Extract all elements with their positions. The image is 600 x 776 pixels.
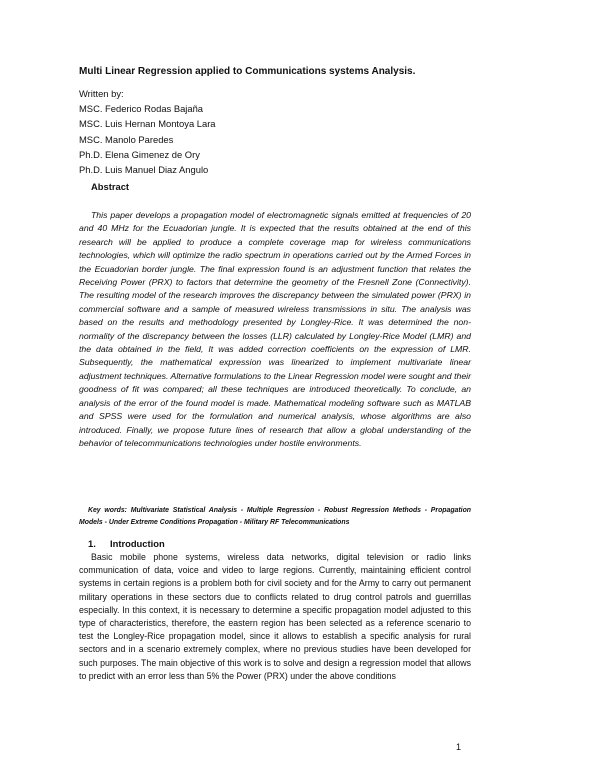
introduction-text: Basic mobile phone systems, wireless data networks, digital television or radio links communication of data, voice and video to large regions. Currently, maintaining efficient control systems in certain regions is a problem both for civil society and for the Army to carry out permanent military operations in these sectors due to conflicts related to drug control patrols and guerrillas especially. In this context, it is necessary to determine a specific propagation model adjusted to this type of characteristics, therefore, the eastern region has been selected as a reference scenario to test the Longley-Rice propagation model, since it allows to establish a specific analysis for rural sectors and in a scenario extremely complex, where no previous studies have been developed for such purposes. The main objective of this work is to solve and design a regression model that allows to predict with an error less than 5% the Power (PRX) under the above conditions (79, 552, 471, 681)
author-block (79, 86, 216, 177)
abstract-heading: Abstract (91, 181, 130, 192)
author-name: MSC. Federico Rodas Bajaña (79, 103, 204, 115)
author-name: MSC. Luis Hernan Montoya Lara (79, 118, 216, 130)
author-name: MSC. Manolo Paredes (79, 133, 174, 145)
author-name: Ph.D. Elena Gimenez de Ory (79, 148, 200, 160)
section-title: Introduction (110, 538, 165, 549)
written-by-label: Written by: (79, 88, 124, 99)
abstract-text: This paper develops a propagation model of electromagnetic signals emitted at frequencies of 20 and 40 MHz for the Ecuadorian jungle. It is expected that the results obtained at the end of this research will be applied to produce a complete coverage map for wireless communications technologies, which will optimize the radio spectrum in operations carried out by the Armed Forces in the Ecuadorian border jungle. The final expression found is an adjustment function that relates the Receiving Power (PRX) to factors that determine the geometry of the Fresnell Zone (Connectivity). The resulting model of the research improves the discrepancy between the simulated power (PRX) in commercial software and a sample of measured wireless transmissions in situ. The analysis was based on the results and methodology presented by Longley-Rice. It was determined the non-normality of the discrepancy between the losses (LLR) calculated by Longley-Rice Model (LMR) and the data obtained in the field, It was added correction coefficients on the expression of LMR. Subsequently, the mathematical expression was linearized to implement multivariate linear adjustment techniques. Alternative formulations to the Linear Regression model were sought and their goodness of fit was compared; all these techniques are introduced theoretically. To conclude, an analysis of the error of the found model is made. Mathematical modeling software such as MATLAB and SPSS were used for the formulation and numerical analysis, whose algorithms are also introduced. Finally, we propose future lines of research that allow a global understanding of the behavior of telecommunications technologies under hostile environments. (79, 210, 471, 448)
page-number: 1 (456, 742, 462, 752)
section-number: 1. (88, 538, 96, 549)
paper-title: Multi Linear Regression applied to Communications systems Analysis. (79, 66, 416, 77)
author-name: Ph.D. Luis Manuel Diaz Angulo (79, 164, 209, 176)
section-heading (88, 538, 165, 549)
keywords: Key words: Multivariate Statistical Analysis - Multiple Regression - Robust Regression Methods - Propagation Models - Under Extreme Conditions Propagation - Military RF Telecommunications (79, 507, 471, 526)
